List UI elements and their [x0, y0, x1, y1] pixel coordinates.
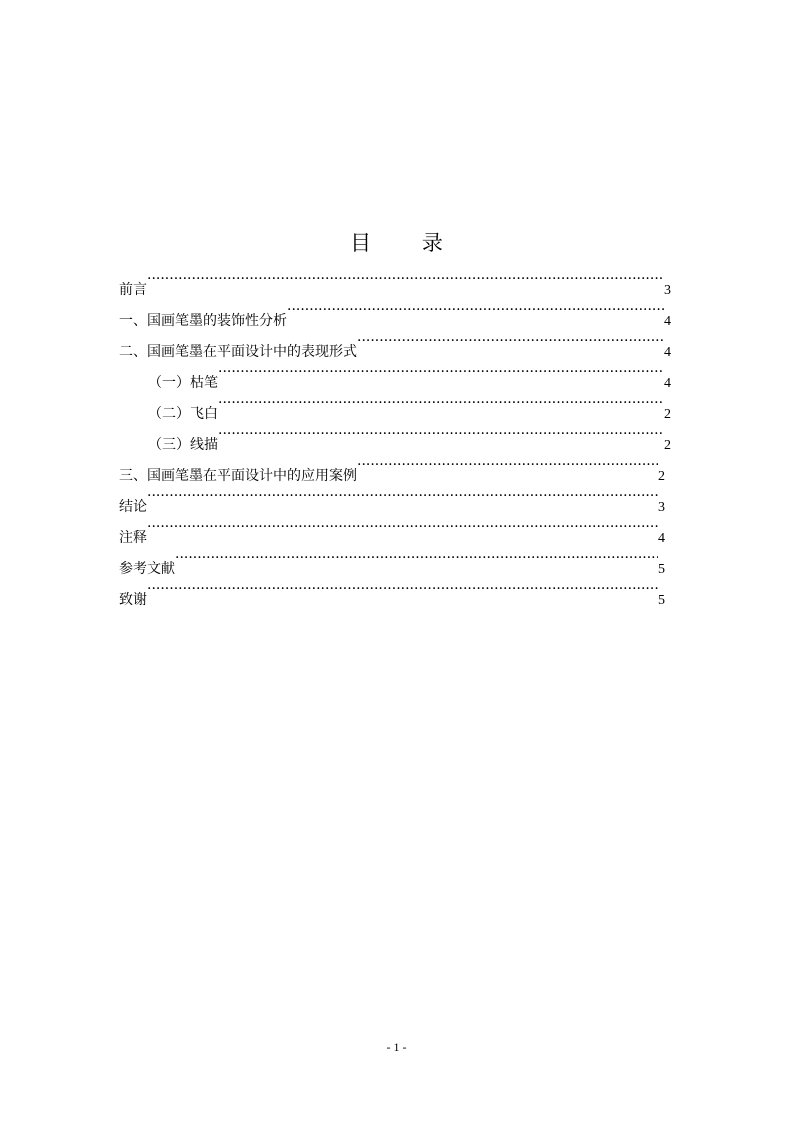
dot-leader: [218, 357, 664, 387]
toc-entry-label: （三）线描: [148, 437, 218, 453]
toc-entry-label: 致谢: [119, 592, 147, 608]
dot-leader: [357, 326, 664, 356]
dot-leader: [287, 295, 664, 325]
toc-entry-label: 注释: [119, 530, 147, 546]
dot-leader: [147, 512, 658, 542]
dot-leader: [175, 543, 658, 573]
toc-entry-page: 5: [658, 593, 665, 608]
toc-entry-page: 3: [664, 283, 671, 298]
toc-title: 目 录: [350, 231, 465, 255]
toc-entry-preface[interactable]: [119, 264, 671, 298]
toc-entry-page: 2: [664, 438, 671, 453]
toc-entry-page: 5: [658, 562, 665, 577]
toc-entry-label: （一）枯笔: [148, 375, 218, 391]
toc-entry-label: 参考文献: [119, 561, 175, 577]
toc-entry-page: 2: [664, 407, 671, 422]
dot-leader: [218, 388, 664, 418]
toc-entry-acknowledgements[interactable]: [119, 574, 665, 608]
toc-entry-subsection-2[interactable]: [148, 388, 671, 422]
toc-entry-page: 4: [658, 531, 665, 546]
toc-entry-section-3[interactable]: [119, 450, 665, 484]
toc-entry-label: 三、国画笔墨在平面设计中的应用案例: [119, 468, 357, 484]
toc-entry-conclusion[interactable]: [119, 481, 665, 515]
toc-entry-page: 4: [664, 376, 671, 391]
dot-leader: [147, 264, 664, 294]
page-number-footer: - 1 -: [386, 1040, 407, 1054]
toc-entry-page: 4: [664, 345, 671, 360]
toc-entry-label: 结论: [119, 499, 147, 515]
toc-entry-label: 前言: [119, 282, 147, 298]
dot-leader: [147, 574, 658, 604]
toc-entry-page: 2: [658, 469, 665, 484]
toc-entry-section-1[interactable]: [119, 295, 671, 329]
toc-entry-label: 一、国画笔墨的装饰性分析: [119, 313, 287, 329]
dot-leader: [147, 481, 658, 511]
toc-entry-page: 4: [664, 314, 671, 329]
toc-entry-page: 3: [658, 500, 665, 515]
dot-leader: [218, 419, 664, 449]
toc-entry-subsection-1[interactable]: [148, 357, 671, 391]
dot-leader: [357, 450, 658, 480]
toc-entry-references[interactable]: [119, 543, 665, 577]
toc-entry-section-2[interactable]: [119, 326, 671, 360]
toc-entry-label: 二、国画笔墨在平面设计中的表现形式: [119, 344, 357, 360]
toc-entry-notes[interactable]: [119, 512, 665, 546]
toc-entry-label: （二）飞白: [148, 406, 218, 422]
toc-entry-subsection-3[interactable]: [148, 419, 671, 453]
